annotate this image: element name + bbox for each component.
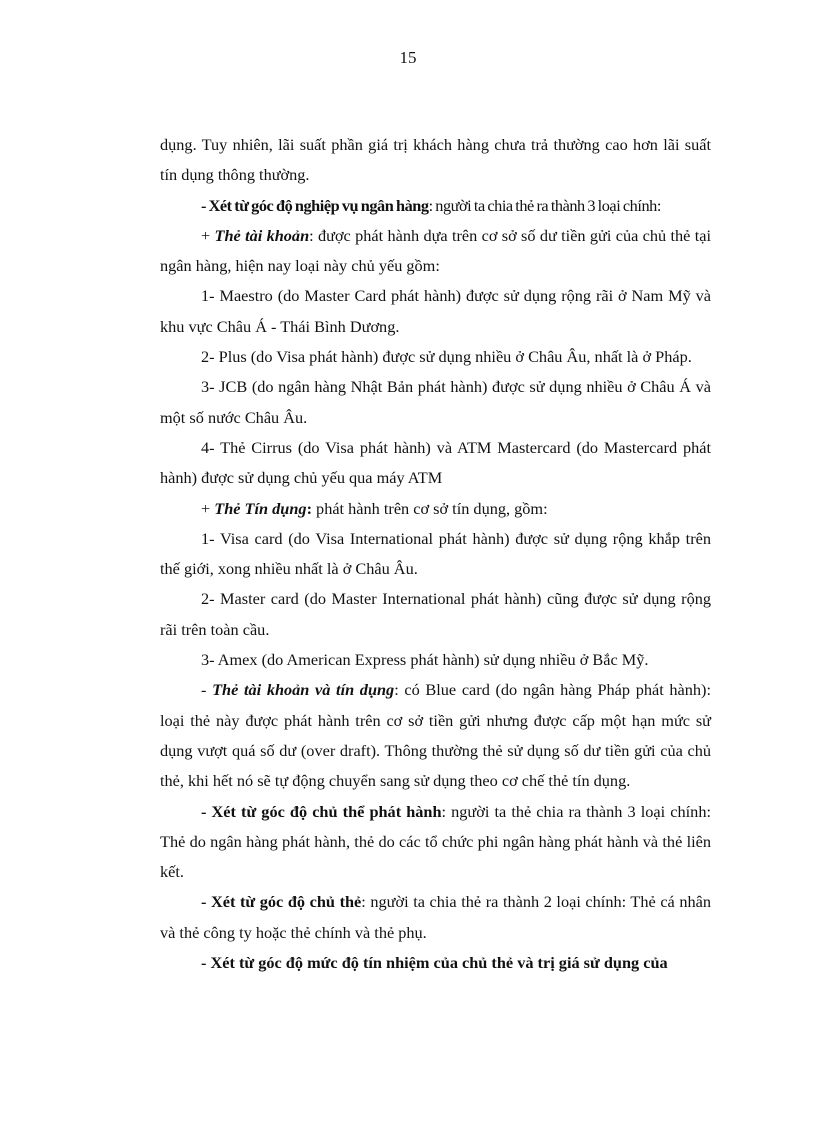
paragraph-account-card: + Thẻ tài khoản: được phát hành dựa trên cơ sở số dư tiền gửi của chủ thẻ tại ngân hàng, hiện nay loại này chủ yếu gồm: [160, 225, 711, 276]
paragraph-credit-card: + Thẻ Tín dụng: phát hành trên cơ sở tín dụng, gồm: [201, 498, 548, 518]
paragraph-account-credit-card: - Thẻ tài khoản và tín dụng: có Blue card (do ngân hàng Pháp phát hành): loại thẻ này được phát hành trên cơ sở tiền gửi nhưng được cấp một hạn mức sử dụng vượt quá số dư (over draft). Thông thường thẻ sử dụng số dư tiền gửi của chủ thẻ, khi hết nó sẽ tự động chuyển sang sử dụng theo cơ chế thẻ tín dụng. [160, 680, 711, 791]
card-type-term: Thẻ tài khoản [214, 225, 310, 245]
list-item: 3- JCB (do ngân hàng Nhật Bản phát hành) được sử dụng nhiều ở Châu Á và một số nước Châu Âu. [160, 377, 711, 427]
section-heading: - Xét từ góc độ mức độ tín nhiệm của chủ thẻ và trị giá sử dụng của [201, 953, 668, 973]
card-type-term: Thẻ Tín dụng [214, 498, 307, 518]
card-type-term: Thẻ tài khoản và tín dụng [212, 680, 395, 700]
list-item: 4- Thẻ Cirrus (do Visa phát hành) và ATM Mastercard (do Mastercard phát hành) được sử dụng chủ yếu qua máy ATM [160, 437, 711, 488]
list-item: 1- Visa card (do Visa International phát hành) được sử dụng rộng khắp trên thế giới, xong nhiều nhất là ở Châu Âu. [160, 528, 711, 579]
list-item: 1- Maestro (do Master Card phát hành) được sử dụng rộng rãi ở Nam Mỹ và khu vực Châu Á - Thái Bình Dương. [160, 286, 711, 336]
paragraph-trust-classification [160, 948, 711, 978]
document-body [160, 130, 711, 978]
paragraph: dụng. Tuy nhiên, lãi suất phần giá trị khách hàng chưa trả thường cao hơn lãi suất tín dụng thông thường. [160, 135, 711, 185]
list-item: 2- Plus (do Visa phát hành) được sử dụng nhiều ở Châu Âu, nhất là ở Pháp. [201, 347, 692, 367]
page-number: 15 [399, 48, 417, 67]
section-heading: - Xét từ góc độ chủ thẻ [201, 892, 362, 912]
section-heading: - Xét từ góc độ nghiệp vụ ngân hàng [201, 195, 429, 215]
paragraph-holder-classification: - Xét từ góc độ chủ thẻ: người ta chia thẻ ra thành 2 loại chính: Thẻ cá nhân và thẻ công ty hoặc thẻ chính và thẻ phụ. [160, 892, 711, 942]
list-item: 3- Amex (do American Express phát hành) sử dụng nhiều ở Bắc Mỹ. [201, 650, 649, 670]
paragraph-issuer-classification: - Xét từ góc độ chủ thể phát hành: người ta thẻ chia ra thành 3 loại chính: Thẻ do ngân hàng phát hành, thẻ do các tổ chức phi ngân hàng phát hành và thẻ liên kết. [160, 801, 711, 882]
list-item: 2- Master card (do Master International phát hành) cũng được sử dụng rộng rãi trên toàn cầu. [160, 589, 711, 639]
paragraph-banking-classification: - Xét từ góc độ nghiệp vụ ngân hàng: người ta chia thẻ ra thành 3 loại chính: [201, 195, 661, 215]
section-heading: - Xét từ góc độ chủ thể phát hành [201, 801, 442, 821]
